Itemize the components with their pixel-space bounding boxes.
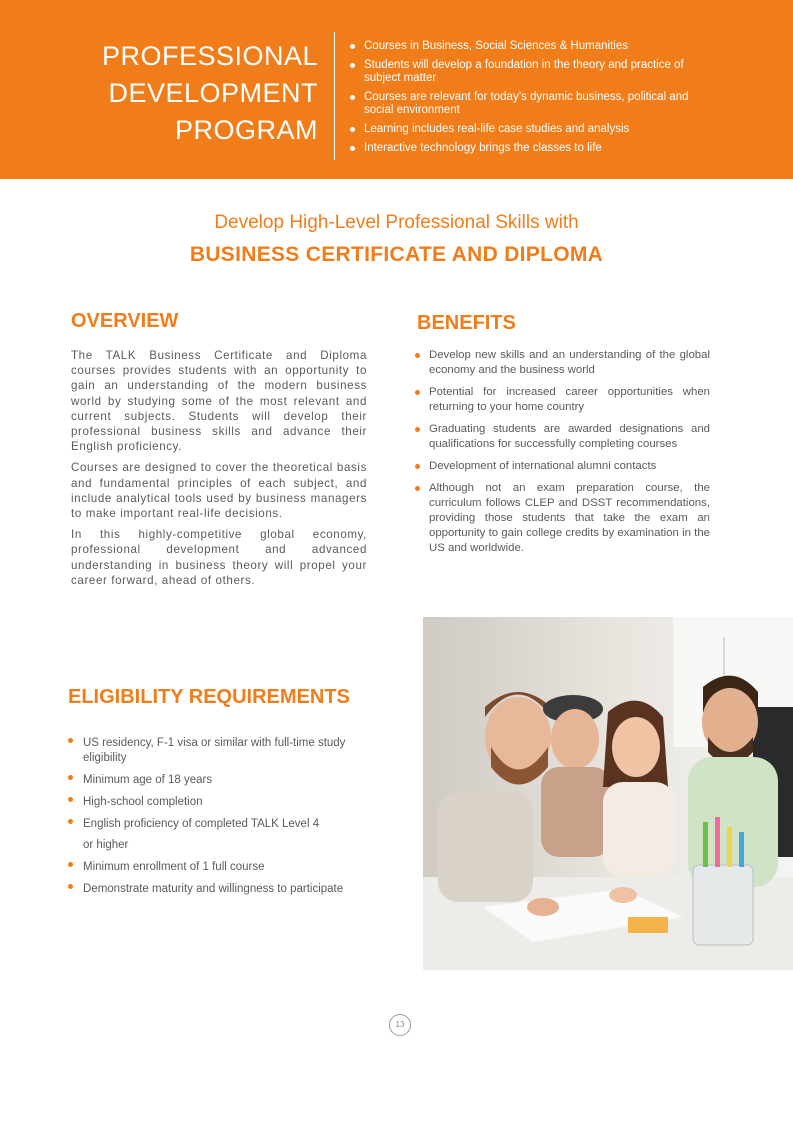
eligibility-item: High-school completion <box>67 795 367 810</box>
page-number: 13 <box>389 1014 411 1036</box>
benefits-heading: BENEFITS <box>417 312 516 334</box>
header-banner <box>0 0 793 179</box>
page-title: BUSINESS CERTIFICATE AND DIPLOMA <box>189 243 604 266</box>
benefit-item: Graduating students are awarded designations and qualifications for successfully completing courses <box>414 422 710 452</box>
overview-body <box>71 348 367 594</box>
eligibility-item-text: English proficiency of completed TALK Level 4 <box>83 818 320 830</box>
banner-bullet: Students will develop a foundation in the theory and practice of subject matter <box>348 59 718 85</box>
benefit-item: Potential for increased career opportunities when returning to your home country <box>414 385 710 415</box>
students-photo <box>423 617 793 970</box>
overview-heading: OVERVIEW <box>71 310 179 332</box>
banner-bullet: Courses are relevant for today’s dynamic business, political and social environment <box>348 91 718 117</box>
overview-paragraph: The TALK Business Certificate and Diploma courses provides students with an opportunity to gain an understanding of the modern business world by studying some of the most relevant and current subjects. Students will develop their professional business skills and advance their English proficiency. <box>71 349 367 454</box>
benefit-item: Development of international alumni contacts <box>414 459 710 474</box>
benefit-item: Develop new skills and an understanding of the global economy and the business world <box>414 348 710 378</box>
eligibility-item-continuation: or higher <box>83 839 129 851</box>
banner-bullet: Learning includes real-life case studies and analysis <box>348 123 718 136</box>
eligibility-item: Minimum enrollment of 1 full course <box>67 860 367 875</box>
program-title <box>40 38 318 149</box>
eligibility-item: Minimum age of 18 years <box>67 773 367 788</box>
overview-paragraph: In this highly-competitive global economy, professional development and advanced understanding in business theory will propel your career forward, ahead of others. <box>71 528 367 587</box>
benefits-list <box>414 348 710 563</box>
eligibility-item: Demonstrate maturity and willingness to participate <box>67 882 367 897</box>
program-title-line: DEVELOPMENT <box>108 78 318 108</box>
banner-bullet: Courses in Business, Social Sciences & Humanities <box>348 40 718 53</box>
banner-divider <box>334 32 335 160</box>
eligibility-item: US residency, F-1 visa or similar with full-time study eligibility <box>67 736 367 766</box>
overview-paragraph: Courses are designed to cover the theoretical basis and fundamental principles of each subject, and include analytical tools used by business managers to make important real-life decisions. <box>71 461 367 521</box>
program-title-line: PROGRAM <box>174 115 318 145</box>
eligibility-list <box>67 736 367 904</box>
program-title-line: PROFESSIONAL <box>101 41 318 71</box>
benefit-item: Although not an exam preparation course, the curriculum follows CLEP and DSST recommendations, providing those students that take the exam an opportunity to gain college credits by examination in the US and worldwide. <box>414 481 710 556</box>
eligibility-heading: ELIGIBILITY REQUIREMENTS <box>68 686 350 708</box>
page-subtitle: Develop High-Level Professional Skills with <box>214 212 579 233</box>
banner-bullet: Interactive technology brings the classes to life <box>348 142 718 155</box>
banner-bullet-list <box>348 40 718 161</box>
eligibility-item <box>67 817 367 853</box>
